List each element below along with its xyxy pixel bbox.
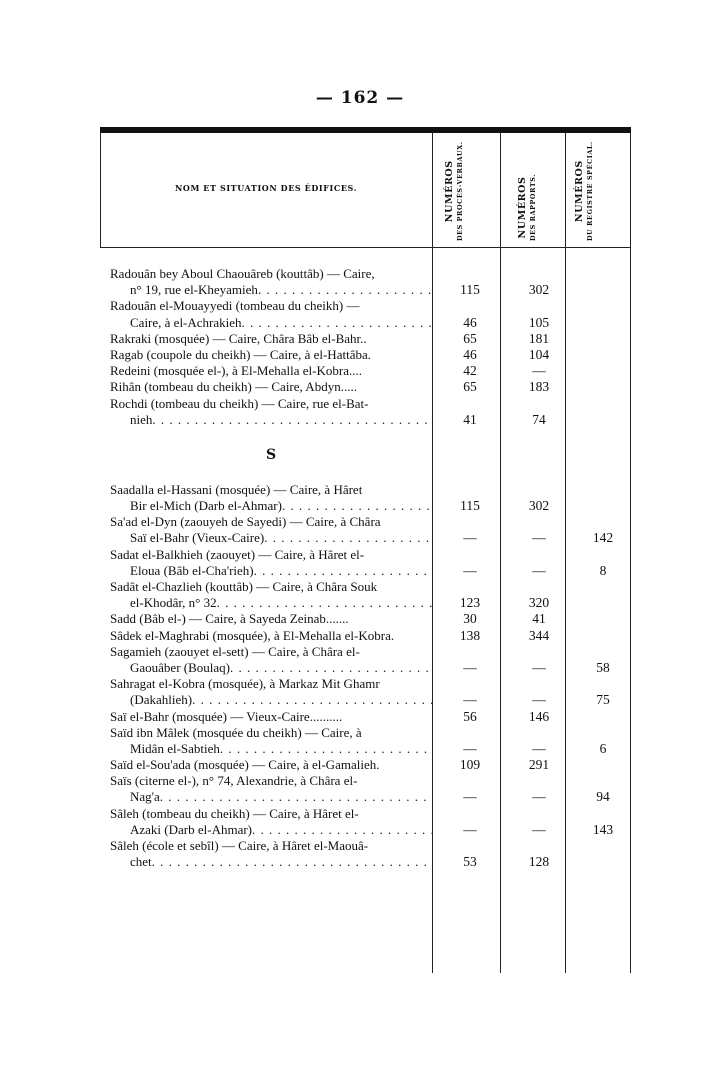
registre-number [572,379,634,395]
proces-verbal-number: — [463,562,477,578]
page-number: — 162 — [315,88,405,108]
entry-continuation [110,282,432,298]
proces-verbal-number: 109 [459,757,481,773]
entry-name: Saïd ibn Mâlek (mosquée du cheikh) — Caire, à [110,724,362,740]
rapport-number: — [532,692,546,708]
entry-name: Rakraki (mosquée) — Caire, Châra Bâb el-Bahr.. [110,330,367,346]
entry-continuation-text: Bir el-Mich (Darb el-Ahmar) [130,498,282,514]
proces-verbal-number: 42 [463,363,477,379]
entry-name: Saïd el-Sou'ada (mosquée) — Caire, à el-Gamalieh. [110,757,380,773]
proces-verbal-number: 46 [463,314,477,330]
entry-continuation-text: nieh [130,411,153,427]
rapport-number: 320 [528,595,550,611]
entry-continuation-text: Midân el-Sabtieh [130,740,220,756]
registre-number [572,282,634,298]
entry-continuation-text: Nag'a [130,789,160,805]
index-entry [110,514,614,546]
entry-name: Sagamieh (zaouyet el-sett) — Caire, à Châra el- [110,643,360,659]
rapport-number: — [532,659,546,675]
index-entry [110,546,607,579]
column-divider-3 [565,133,566,973]
index-entry [110,266,550,298]
index-entry [110,330,550,347]
column-header-sublabel: DES PROCÈS-VERBAUX. [456,141,464,241]
entry-continuation [110,660,432,676]
rapport-number: 183 [528,379,550,395]
entry-continuation [110,498,432,514]
entry-continuation-text: Saï el-Bahr (Vieux-Caire) [130,530,265,546]
entry-name: Sadat el-Balkhieh (zaouyet) — Caire, à Hâret el- [110,546,365,562]
registre-number: 142 [592,530,614,546]
registre-number: 8 [599,562,607,578]
column-header-registre-special [574,141,594,241]
column-header-proces-verbaux [444,141,464,241]
entry-name: Redeini (mosquée el-), à El-Mehalla el-Kobra.... [110,363,362,379]
dot-leader [254,563,432,579]
index-entry [110,627,550,644]
rapport-number: — [532,740,546,756]
index-entry [110,481,550,514]
index-entry [110,298,550,330]
index-entry [110,579,550,611]
proces-verbal-number: 41 [463,411,477,427]
registre-number [572,757,634,773]
proces-verbal-number: — [463,789,477,805]
column-header-label: NUMÉROS [444,160,455,223]
entry-name: Radouân el-Mouayyedi (tombeau du cheikh) — [110,298,360,314]
rapport-number: 302 [528,498,550,514]
registre-number [572,595,634,611]
entry-name: Sa'ad el-Dyn (zaouyeh de Sayedi) — Caire, à Châra [110,514,381,530]
entry-continuation [110,741,432,757]
proces-verbal-number: — [463,659,477,675]
entry-name: Saï el-Bahr (mosquée) — Vieux-Caire.......... [110,708,343,724]
entry-continuation [110,530,432,546]
entry-name: Sâleh (tombeau du cheikh) — Caire, à Hâret el- [110,805,359,821]
rapport-number: 74 [532,411,546,427]
dot-leader [242,315,432,331]
entry-name: Sadât el-Chazlieh (kouttâb) — Caire, à Châra Souk [110,579,378,594]
entry-continuation-text: el-Khodâr, n° 32 [130,595,217,611]
column-header-rapports [517,174,537,241]
rapport-number: 146 [528,708,550,724]
dot-leader [252,822,432,838]
rapport-number: 181 [528,330,550,346]
entry-continuation [110,789,432,805]
entry-continuation-text: Eloua (Bâb el-Cha'rieh) [130,562,254,578]
index-entry [110,611,546,627]
entry-continuation-text: (Dakahlieh) [130,692,193,708]
proces-verbal-number: 115 [460,282,480,298]
entry-list [110,266,614,870]
rapport-number: 302 [528,282,550,298]
rapport-number: 41 [532,611,546,627]
entry-continuation [110,822,432,838]
registre-number [572,611,634,627]
registre-number: 58 [596,659,610,675]
registre-number [572,347,634,363]
column-header-sublabel: DES RAPPORTS. [529,173,537,241]
index-entry [110,773,610,805]
index-entry [110,805,614,838]
index-entry [110,757,550,773]
rapport-number: — [532,530,546,546]
entry-continuation [110,692,432,708]
registre-number [572,854,634,870]
column-header-sublabel: DU REGISTRE SPÉCIAL. [586,141,594,241]
proces-verbal-number: — [463,530,477,546]
proces-verbal-number: — [463,821,477,837]
index-entry [110,838,550,870]
entry-continuation-text: Azaki (Darb el-Ahmar) [130,821,252,837]
dot-leader [192,692,432,708]
registre-number [572,412,634,428]
entry-continuation [110,595,432,611]
entry-continuation-text: Gaouâber (Boulaq) [130,659,230,675]
column-divider-2 [500,133,501,973]
index-entry [110,363,546,379]
rapport-number: — [532,821,546,837]
column-header-name: NOM ET SITUATION DES ÉDIFICES. [174,183,358,193]
proces-verbal-number: 30 [463,611,477,627]
entry-name: Sahragat el-Kobra (mosquée), à Markaz Mit Ghamr [110,676,380,692]
column-header-label: NUMÉROS [517,176,528,239]
registre-number [572,628,634,644]
index-entry [110,724,607,757]
entry-name: Ragab (coupole du cheikh) — Caire, à el-Hattâba. [110,346,371,362]
entry-continuation [110,315,432,331]
proces-verbal-number: — [463,692,477,708]
column-divider-1 [432,133,433,973]
proces-verbal-number: 123 [459,595,481,611]
index-entry [110,643,610,676]
index-entry [110,676,610,708]
rapport-number: 128 [528,854,550,870]
entry-name: Sâdek el-Maghrabi (mosquée), à El-Mehalla el-Kobra. [110,627,395,643]
dot-leader [220,741,432,757]
entry-continuation [110,412,432,428]
rapport-number: — [532,363,546,379]
column-header-label: NUMÉROS [574,160,585,223]
registre-number [572,498,634,514]
rapport-number: 291 [528,757,550,773]
registre-number [572,331,634,347]
rapport-number: — [532,562,546,578]
registre-number [572,709,634,725]
proces-verbal-number: 65 [463,379,477,395]
rapport-number: — [532,789,546,805]
registre-number: 75 [596,692,610,708]
registre-number: 143 [592,821,614,837]
section-letter: S [265,446,277,463]
proces-verbal-number: 46 [463,346,477,362]
index-entry [110,395,546,428]
registre-number: 6 [599,740,607,756]
header-rule [100,247,631,248]
proces-verbal-number: 56 [463,708,477,724]
entry-continuation-text: chet [130,854,152,870]
registre-number [572,315,634,331]
entry-name: Rihân (tombeau du cheikh) — Caire, Abdyn..... [110,379,357,395]
proces-verbal-number: 53 [463,854,477,870]
entry-name: Saïs (citerne el-), n° 74, Alexandrie, à Châra el- [110,773,358,789]
entry-name: Sadd (Bâb el-) — Caire, à Sayeda Zeinab....... [110,611,349,627]
dot-leader [264,530,432,546]
index-entry [110,379,550,395]
dot-leader [160,789,432,805]
entry-name: Saadalla el-Hassani (mosquée) — Caire, à Hâret [110,481,363,497]
rapport-number: 105 [528,314,550,330]
dot-leader [217,595,432,611]
registre-number: 94 [596,789,610,805]
entry-continuation-text: n° 19, rue el-Kheyamieh [130,282,258,298]
dot-leader [282,498,432,514]
entry-name: Sâleh (école et sebîl) — Caire, à Hâret el-Maouâ- [110,838,369,853]
rapport-number: 344 [528,627,550,643]
index-entry [110,346,550,363]
proces-verbal-number: — [463,740,477,756]
dot-leader [258,282,432,298]
registre-number [572,363,634,379]
entry-continuation [110,563,432,579]
table-right-border [630,133,631,973]
index-entry [110,708,550,725]
dot-leader [230,660,432,676]
entry-continuation-text: Caire, à el-Achrakieh [130,314,242,330]
dot-leader [152,854,432,870]
dot-leader [152,412,432,428]
proces-verbal-number: 138 [459,627,481,643]
proces-verbal-number: 115 [460,498,480,514]
entry-continuation [110,854,432,870]
rapport-number: 104 [528,346,550,362]
entry-name: Radouân bey Aboul Chaouâreb (kouttâb) — Caire, [110,266,375,281]
proces-verbal-number: 65 [463,330,477,346]
entry-name: Rochdi (tombeau du cheikh) — Caire, rue el-Bat- [110,395,369,411]
